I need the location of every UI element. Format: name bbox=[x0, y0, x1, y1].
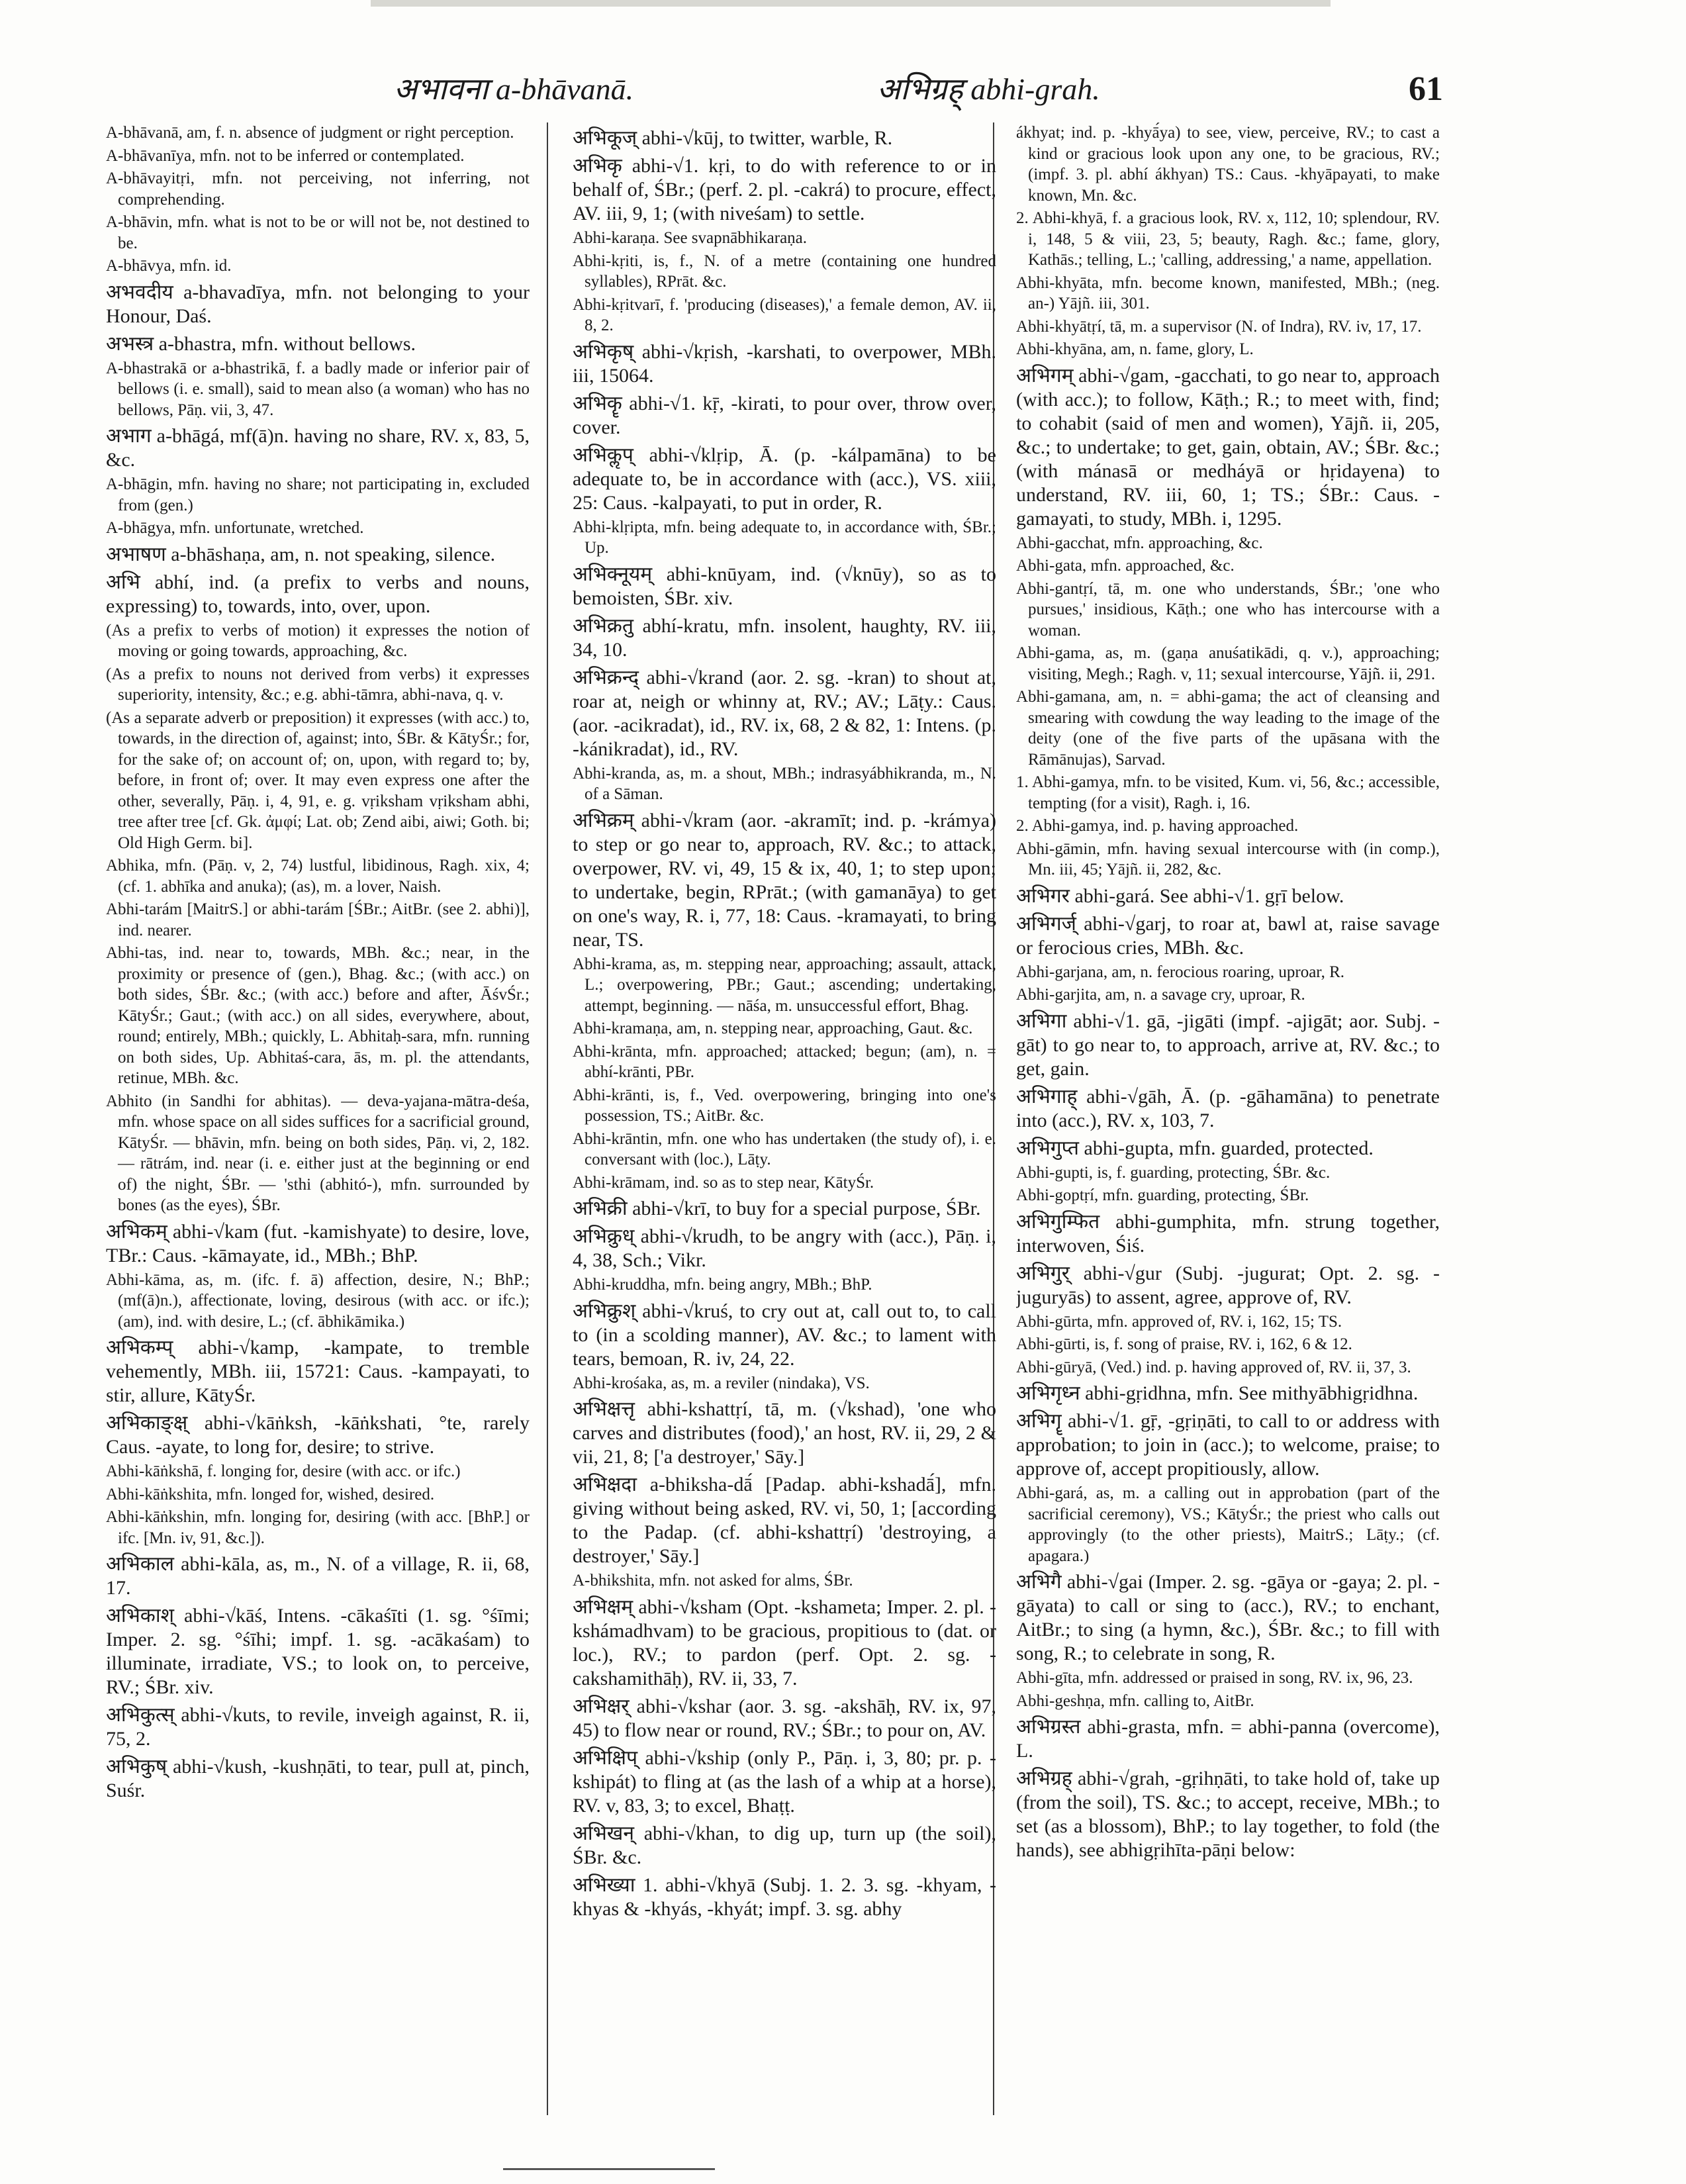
headword-entry: अभिकाङ्क्ष् abhi-√kāṅksh, -kāṅkshati, °te, rarely Caus. -ayate, to long for, desire; to strive. bbox=[106, 1412, 530, 1458]
sub-entry: Abhi-kramaṇa, am, n. stepping near, approaching, Gaut. &c. bbox=[573, 1020, 973, 1037]
sub-entry: A-bhāvanā, am, f. n. absence of judgment or right perception. bbox=[106, 124, 514, 142]
sub-entry: Abhi-goptṛí, mfn. guarding, protecting, ŚBr. bbox=[1016, 1186, 1309, 1204]
sub-entry: Abhi-karaṇa. See svapnābhikaraṇa. bbox=[573, 229, 808, 247]
headword-entry: अभिक्षिप् abhi-√kship (only P., Pāṇ. i, 3, 80; pr. p. -kshipát) to fling at (as the lash of a whip at a horse), RV. v, 83, 3; to excel, Bhaṭṭ. bbox=[573, 1746, 996, 1817]
sub-entry: Abhi-krāmam, ind. so as to step near, KātyŚr. bbox=[573, 1173, 874, 1192]
headword-entry: अभिक्षत्तृ abhi-kshattṛí, tā, m. (√kshad), 'one who carves and distributes (food),' an host, RV. ii, 29, 2 & vii, 21, 8; ['a destroyer,' Sāy.] bbox=[573, 1398, 996, 1468]
sub-entry: Abhi-garjita, am, n. a savage cry, uproar, R. bbox=[1016, 986, 1305, 1004]
headword-entry: अभिक्रन्द् abhi-√krand (aor. 2. sg. -kran) to shout at, roar at, neigh or whinny at, RV.; AV.; Lāṭy.: Caus. (aor. -acikradat), id., RV. ix, 68, 2 & 82, 1: Intens. (p. -kánikradat), id., RV. bbox=[573, 666, 996, 760]
headword-entry: अभिगा abhi-√1. gā, -jigāti (impf. -ajigāt; aor. Subj. -gāt) to go near to, to approach, arrive at, RV. &c.; to get, gain. bbox=[1016, 1010, 1440, 1080]
page-header bbox=[116, 66, 1443, 113]
headword-entry: अभिक्रुध् abhi-√krudh, to be angry with (acc.), Pāṇ. i, 4, 38, Sch.; Vikr. bbox=[573, 1225, 996, 1271]
sub-entry: A-bhāgya, mfn. unfortunate, wretched. bbox=[106, 519, 364, 537]
sub-entry: 2. Abhi-gamya, ind. p. having approached. bbox=[1016, 817, 1299, 835]
sub-entry: Abhi-kāṅkshā, f. longing for, desire (with acc. or ifc.) bbox=[106, 1462, 461, 1480]
headword-entry: अभस्त्र a-bhastra, mfn. without bellows. bbox=[106, 332, 416, 355]
sub-entry: A-bhāgin, mfn. having no share; not participating in, excluded from (gen.) bbox=[106, 475, 530, 514]
sub-entry: Abhi-krośaka, as, m. a reviler (nindaka), VS. bbox=[573, 1374, 870, 1392]
sub-entry: Abhi-garjana, am, n. ferocious roaring, uproar, R. bbox=[1016, 963, 1345, 981]
sub-entry: Abhi-kranda, as, m. a shout, MBh.; indrasyábhikranda, m., N. of a Sāman. bbox=[573, 764, 996, 803]
headword-entry: अभिख्या 1. abhi-√khyā (Subj. 1. 2. 3. sg. -khyam, -khyas & -khyás, -khyát; impf. 3. sg. abhy bbox=[573, 1874, 996, 1920]
sub-entry: Abhi-krānti, is, f., Ved. overpowering, bringing into one's possession, TS.; AitBr. &c. bbox=[573, 1086, 996, 1125]
headword-entry: अभिक्रतु abhí-kratu, mfn. insolent, haughty, RV. iii, 34, 10. bbox=[573, 614, 996, 661]
sub-entry: Abhi-kāṅkshita, mfn. longed for, wished, desired. bbox=[106, 1485, 435, 1503]
running-head-left: अभावना a-bhāvanā. bbox=[394, 72, 634, 106]
sub-entry: Abhi-gūrti, is, f. song of praise, RV. i, 162, 6 & 12. bbox=[1016, 1335, 1352, 1353]
sub-entry: Abhi-klṛipta, mfn. being adequate to, in accordance with, ŚBr.; Up. bbox=[573, 518, 996, 557]
headword-entry: अभिग्रस्त abhi-grasta, mfn. = abhi-panna (overcome), L. bbox=[1016, 1716, 1440, 1762]
sub-entry: Abhi-gata, mfn. approached, &c. bbox=[1016, 557, 1235, 575]
headword-entry: अभिग्रह् abhi-√grah, -gṛihṇāti, to take hold of, take up (from the soil), TS. &c.; to accept, receive, MBh.; to set (as a blossom), BhP.; to lay together, to fold (the hands), see abhigṛihīta-pāṇi below: bbox=[1016, 1768, 1440, 1861]
sub-entry: Abhi-gīta, mfn. addressed or praised in song, RV. ix, 96, 23. bbox=[1016, 1669, 1413, 1687]
headword-entry: अभिक्रम् abhi-√kram (aor. -akramīt; ind. p. -krámya) to step or go near to, approach, RV. &c.; to attack, overpower, RV. vi, 49, 15 & ix, 40, 1; to step upon; to undertake, begin, RPrāt.; (with gamanāya) to get on one's way, R. i, 77, 18: Caus. -kramayati, to bring near, TS. bbox=[573, 809, 996, 951]
sub-entry: 1. Abhi-gamya, mfn. to be visited, Kum. vi, 56, &c.; accessible, tempting (for a visit), Ragh. i, 16. bbox=[1016, 773, 1440, 812]
headword-entry: अभिक्षर् abhi-√kshar (aor. 3. sg. -akshāḥ, RV. ix, 97, 45) to flow near or round, RV.; ŚBr.; to pour on, AV. bbox=[573, 1695, 996, 1741]
headword-entry: अभिकॄ abhi-√1. kṝ, -kirati, to pour over, throw over, cover. bbox=[573, 392, 996, 438]
sub-entry: Abhi-gūrta, mfn. approved of, RV. i, 162, 15; TS. bbox=[1016, 1312, 1342, 1331]
page-number: 61 bbox=[1409, 70, 1443, 108]
headword-entry: अभिकम् abhi-√kam (fut. -kamishyate) to desire, love, TBr.: Caus. -kāmayate, id., MBh.; BhP. bbox=[106, 1220, 530, 1266]
headword-entry: अभिगै abhi-√gai (Imper. 2. sg. -gāya or -gaya; 2. pl. -gāyata) to call or sing to (acc.), RV.; to enchant, AitBr.; to sing (a hymn, &c.), ŚBr. &c.; to fill with song, R.; to celebrate in song, R. bbox=[1016, 1571, 1440, 1664]
sub-entry: A-bhāvin, mfn. what is not to be or will not be, not destined to be. bbox=[106, 213, 530, 252]
headword-entry: अभिगर abhi-gará. See abhi-√1. gṛī below. bbox=[1016, 884, 1344, 907]
headword-entry: अभि abhí, ind. (a prefix to verbs and nouns, expressing) to, towards, into, over, upon. bbox=[106, 571, 530, 617]
sub-entry: Abhi-krāntin, mfn. one who has undertaken (the study of), i. e. conversant with (loc.), Lāṭy. bbox=[573, 1129, 996, 1168]
headword-entry: अभिकूज् abhi-√kūj, to twitter, warble, R. bbox=[573, 127, 893, 149]
sub-entry: Abhi-krama, as, m. stepping near, approaching; assault, attack, L.; overpowering, PBr.; Gaut.; ascending; undertaking, attempt, beginning. — nāśa, m. unsuccessful effort, Bhag. bbox=[573, 955, 996, 1015]
headword-entry: अभिकम्प् abhi-√kamp, -kampate, to tremble vehemently, MBh. iii, 15721: Caus. -kampayati, to stir, allure, KātyŚr. bbox=[106, 1337, 530, 1406]
sub-entry: A-bhāvanīya, mfn. not to be inferred or contemplated. bbox=[106, 146, 465, 165]
sub-entry: Abhika, mfn. (Pāṇ. v, 2, 74) lustful, libidinous, Ragh. xix, 4; (cf. 1. abhīka and anuka); (as), m. a lover, Naish. bbox=[106, 857, 530, 896]
sub-entry: Abhi-gūryā, (Ved.) ind. p. having approved of, RV. ii, 37, 3. bbox=[1016, 1358, 1411, 1376]
sub-entry: A-bhāvya, mfn. id. bbox=[106, 257, 232, 275]
sub-entry: Abhi-gama, as, m. (gaṇa anuśatikādi, q. v.), approaching; visiting, Megh.; Ragh. v, 11; sexual intercourse, Yājñ. ii, 291. bbox=[1016, 644, 1440, 683]
sub-entry: Abhi-kṛiti, is, f., N. of a metre (containing one hundred syllables), RPrāt. &c. bbox=[573, 252, 996, 291]
column-3 bbox=[1016, 122, 1440, 2128]
sub-entry: Abhi-kṛitvarī, f. 'producing (diseases),' a female demon, AV. ii, 8, 2. bbox=[573, 295, 996, 334]
sub-entry: A-bhastrakā or a-bhastrikā, f. a badly made or inferior pair of bellows (i. e. small), said to mean also (a woman) who has no bellows, Pāṇ. vii, 3, 47. bbox=[106, 359, 530, 419]
sub-entry: Abhito (in Sandhi for abhitas). — deva-yajana-mātra-deśa, mfn. whose space on all sides suffices for a sacrificial ground, KātyŚr. — bhāvin, mfn. being on both sides, Pāṇ. vi, 2, 182. — rātrám, ind. near (i. e. either just at the beginning or end of) the night, ŚBr. — 'sthi (abhitó-), mfn. surrounded by bones (as the eyes), ŚBr. bbox=[106, 1092, 530, 1214]
sub-entry: Abhi-khyāta, mfn. become known, manifested, MBh.; (neg. an-) Yājñ. iii, 301. bbox=[1016, 273, 1440, 312]
sub-entry: Abhi-gantṛí, tā, m. one who understands, ŚBr.; 'one who pursues,' insidious, Kāṭh.; one who has intercourse with a woman. bbox=[1016, 579, 1440, 640]
sub-entry: Abhi-gupti, is, f. guarding, protecting, ŚBr. &c. bbox=[1016, 1163, 1331, 1182]
headword-entry: अभिकाश् abhi-√kāś, Intens. -cākaśīti (1. sg. °śīmi; Imper. 2. sg. °śīhi; impf. 1. sg. -acākaśam) to illuminate, irradiate, VS.; to look on, to perceive, RV.; ŚBr. xiv. bbox=[106, 1605, 530, 1698]
headword-entry: अभिकाल abhi-kāla, as, m., N. of a village, R. ii, 68, 17. bbox=[106, 1553, 530, 1599]
headword-entry: अभिगुप्त abhi-gupta, mfn. guarded, protected. bbox=[1016, 1137, 1374, 1159]
headword-entry: अभिकुत्स् abhi-√kuts, to revile, inveigh against, R. ii, 75, 2. bbox=[106, 1704, 530, 1750]
sub-entry: Abhi-khyāna, am, n. fame, glory, L. bbox=[1016, 340, 1254, 358]
headword-entry: अभवदीय a-bhavadīya, mfn. not belonging to your Honour, Daś. bbox=[106, 281, 530, 327]
running-head-right: अभिग्रह् abhi-grah. bbox=[877, 72, 1100, 106]
headword-entry: अभिकृ abhi-√1. kṛi, to do with reference to or in behalf of, ŚBr.; (perf. 2. pl. -cakrá) to procure, effect, AV. iii, 9, 1; (with niveśam) to settle. bbox=[573, 155, 996, 224]
sub-entry: Abhi-gāmin, mfn. having sexual intercourse with (in comp.), Mn. iii, 45; Yājñ. ii, 282, &c. bbox=[1016, 839, 1440, 878]
sub-entry: Abhi-krānta, mfn. approached; attacked; begun; (am), n. = abhí-krānti, PBr. bbox=[573, 1042, 996, 1081]
headword-entry: अभिगॄ abhi-√1. gṝ, -gṛiṇāti, to call to or address with approbation; to join in (acc.); to welcome, praise; to approve of, accept propitiously, allow. bbox=[1016, 1410, 1440, 1480]
sub-entry: (As a separate adverb or preposition) it expresses (with acc.) to, towards, in the direction of, against; into, ŚBr. & KātyŚr.; for, for the sake of; on account of; on, upon, with regard to; by, before, in front of; over. It may even express one after the other, severally, Pāṇ. i, 4, 91, e. g. vṛiksham vṛiksham abhi, tree after tree [cf. Gk. ἀμφί; Lat. ob; Zend aibi, aiwi; Goth. bi; Old High Germ. bi]. bbox=[106, 708, 530, 852]
sub-entry: ákhyat; ind. p. -khyā́ya) to see, view, perceive, RV.; to cast a kind or gracious look upon any one, to be gracious, RV.; (impf. 3. pl. abhí ákhyan) TS.: Caus. -khyāpayati, to make known, Mn. &c. bbox=[1016, 124, 1440, 205]
headword-entry: अभिगम् abhi-√gam, -gacchati, to go near to, approach (with acc.); to follow, Kāṭh.; R.; to meet with, find; to cohabit (said of men and women), Yājñ. ii, 205, &c.; to undertake; to get, gain, obtain, AV.; ŚBr. &c.; (with mánasā or medháyā or hṛidayena) to understand, RV. iii, 60, 1; TS.; ŚBr.: Caus. -gamayati, to study, MBh. i, 1295. bbox=[1016, 364, 1440, 530]
headword-entry: अभिगर्ज् abhi-√garj, to roar at, bawl at, raise savage or ferocious cries, MBh. &c. bbox=[1016, 912, 1440, 959]
sub-entry: Abhi-kruddha, mfn. being angry, MBh.; BhP. bbox=[573, 1276, 872, 1294]
headword-entry: अभिगुम्फित abhi-gumphita, mfn. strung together, interwoven, Śiś. bbox=[1016, 1210, 1440, 1257]
scan-edge-band bbox=[371, 0, 1331, 7]
headword-entry: अभाग a-bhāgá, mf(ā)n. having no share, RV. x, 83, 5, &c. bbox=[106, 425, 530, 471]
sub-entry: Abhi-gará, as, m. a calling out in approbation (part of the sacrificial ceremony), VS.; KātyŚr.; the priest who calls out approvingly (to the other priests), MaitrS.; Lāṭy.; (cf. apagara.) bbox=[1016, 1484, 1440, 1565]
sub-entry: Abhi-gamana, am, n. = abhi-gama; the act of cleansing and smearing with cowdung the way leading to the image of the deity (one of the five parts of the upāsana with the Rāmānujas), Sarvad. bbox=[1016, 688, 1440, 769]
sub-entry: Abhi-tarám [MaitrS.] or abhi-tarám [ŚBr.; AitBr. (see 2. abhi)], ind. nearer. bbox=[106, 900, 530, 939]
headword-entry: अभिक्रुश् abhi-√kruś, to cry out at, call out to, to call to (in a scolding manner), AV. &c.; to lament with tears, bemoan, R. iv, 24, 22. bbox=[573, 1300, 996, 1370]
headword-entry: अभिकुष् abhi-√kush, -kushṇāti, to tear, pull at, pinch, Suśr. bbox=[106, 1756, 530, 1801]
sub-entry: (As a prefix to verbs of motion) it expresses the notion of moving or going towards, approaching, &c. bbox=[106, 621, 530, 660]
sub-entry: (As a prefix to nouns not derived from verbs) it expresses superiority, intensity, &c.; e.g. abhi-tāmra, abhi-nava, q. v. bbox=[106, 665, 530, 704]
column-2 bbox=[573, 122, 996, 2128]
sub-entry: Abhi-khyātṛí, tā, m. a supervisor (N. of Indra), RV. iv, 17, 17. bbox=[1016, 317, 1422, 336]
sub-entry: A-bhāvayitṛi, mfn. not perceiving, not inferring, not comprehending. bbox=[106, 169, 530, 209]
headword-entry: अभिक्षदा a-bhiksha-dā́ [Padap. abhi-kshadā́], mfn. giving without being asked, RV. vi, 50, 1; [according to the Padap. (cf. abhi-kshattṛí) 'destroying, a destroyer,' Sāy.] bbox=[573, 1474, 996, 1567]
sub-entry: Abhi-gacchat, mfn. approaching, &c. bbox=[1016, 534, 1263, 552]
sub-entry: Abhi-tas, ind. near to, towards, MBh. &c.; near, in the proximity or presence of (gen.), Bhag. &c.; (with acc.) on both sides, ŚBr. &c.; (with acc.) before and after, ĀśvŚr.; KātyŚr.; Gaut.; (with acc.) on all sides, everywhere, about, round; entirely, MBh.; quickly, L. Abhitaḥ-sara, mfn. running on both sides, Up. Abhitaś-cara, ās, m. pl. the attendants, retinue, MBh. &c. bbox=[106, 944, 530, 1087]
headword-entry: अभिगृध्न abhi-gṛidhna, mfn. See mithyābhigṛidhna. bbox=[1016, 1382, 1419, 1404]
headword-entry: अभिक्री abhi-√krī, to buy for a special purpose, ŚBr. bbox=[573, 1198, 981, 1219]
sub-entry: Abhi-geshṇa, mfn. calling to, AitBr. bbox=[1016, 1691, 1254, 1710]
headword-entry: अभिकॢप् abhi-√klṛip, Ā. (p. -kálpamāna) to be adequate to, be in accordance with (acc.), VS. xiii, 25: Caus. -kalpayati, to put in order, R. bbox=[573, 444, 996, 514]
sub-entry: A-bhikshita, mfn. not asked for alms, ŚBr. bbox=[573, 1572, 853, 1590]
sub-entry: Abhi-kāṅkshin, mfn. longing for, desiring (with acc. [BhP.] or ifc. [Mn. iv, 91, &c.]). bbox=[106, 1508, 530, 1547]
column-divider bbox=[547, 122, 548, 2115]
column-1 bbox=[106, 122, 530, 2128]
sub-entry: 2. Abhi-khyā, f. a gracious look, RV. x, 112, 10; splendour, RV. i, 148, 5 & viii, 23, 5; beauty, Ragh. &c.; fame, glory, Kathās.; telling, L.; 'calling, addressing,' a name, appellation. bbox=[1016, 209, 1440, 269]
footer-rule bbox=[503, 2168, 715, 2170]
headword-entry: अभाषण a-bhāshaṇa, am, n. not speaking, silence. bbox=[106, 543, 496, 565]
headword-entry: अभिक्षम् abhi-√ksham (Opt. -kshameta; Imper. 2. pl. -kshámadhvam) to be gracious, propitious to (dat. or loc.), RV.; to pardon (perf. Opt. 2. sg. -cakshamithāḥ), RV. ii, 33, 7. bbox=[573, 1595, 996, 1689]
headword-entry: अभिकृष् abhi-√kṛish, -karshati, to overpower, MBh. iii, 15064. bbox=[573, 340, 996, 387]
headword-entry: अभिक्नूयम् abhi-knūyam, ind. (√knūy), so as to bemoisten, ŚBr. xiv. bbox=[573, 563, 996, 609]
headword-entry: अभिगाह् abhi-√gāh, Ā. (p. -gāhamāna) to penetrate into (acc.), RV. x, 103, 7. bbox=[1016, 1085, 1440, 1131]
headword-entry: अभिखन् abhi-√khan, to dig up, turn up (the soil), ŚBr. &c. bbox=[573, 1822, 996, 1868]
sub-entry: Abhi-kāma, as, m. (ifc. f. ā) affection, desire, N.; BhP.; (mf(ā)n.), affectionate, loving, desirous (with acc. or ifc.); (am), ind. with desire, L.; (cf. ābhikāmika.) bbox=[106, 1270, 530, 1331]
headword-entry: अभिगुर् abhi-√gur (Subj. -jugurat; Opt. 2. sg. -juguryās) to assent, agree, approve of, RV. bbox=[1016, 1262, 1440, 1308]
